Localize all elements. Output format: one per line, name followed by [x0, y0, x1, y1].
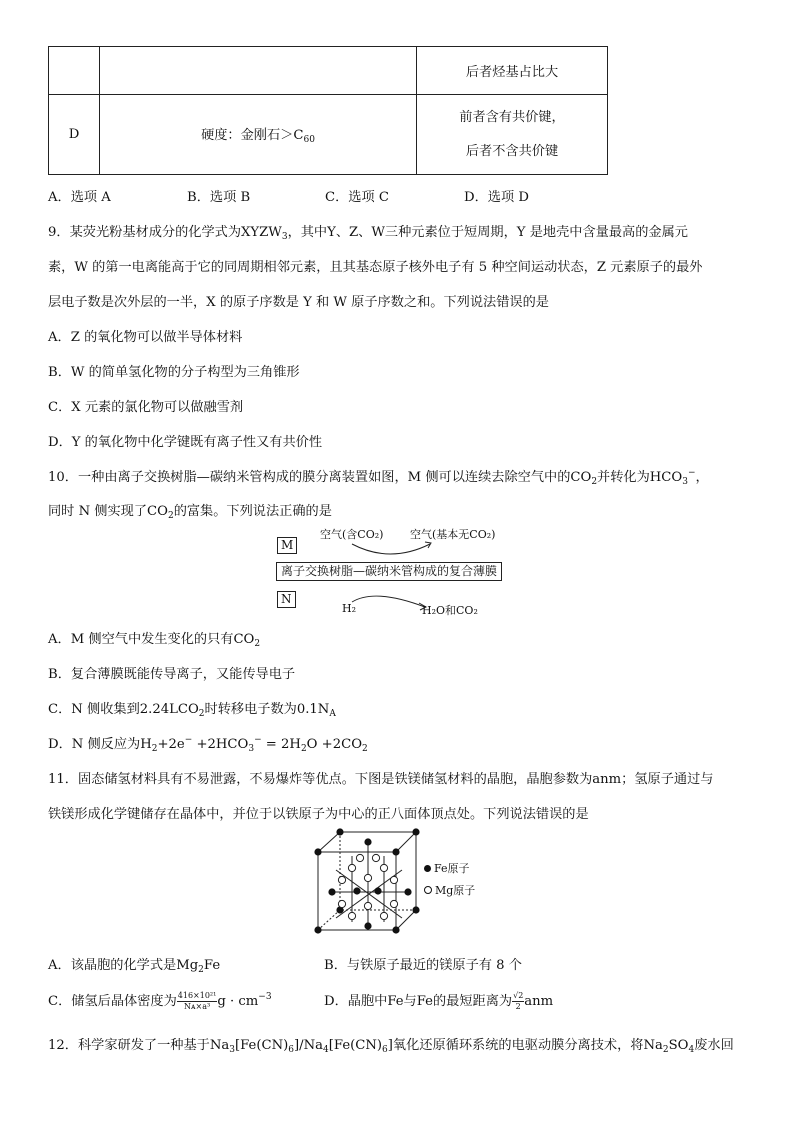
options-table [48, 46, 608, 175]
h2-label: H₂ [342, 602, 357, 615]
table-cell-option-label: D [49, 95, 100, 175]
legend-fe: Fe原子 [424, 860, 470, 876]
density-fraction: $\frac{\text{416×10²¹}}{\text{Nᴀ×a³}}$ [177, 991, 217, 1011]
products-label: H₂O和CO₂ [422, 604, 478, 617]
option-c: C．选项 C [325, 190, 389, 205]
legend-mg: Mg原子 [424, 882, 475, 898]
q11-option-c: C．储氢后晶体密度为 $\frac{\text{416×10²¹}}{\text{Nᴀ×a³}}$ $g \cdot cm^{-3}$ [48, 991, 272, 1011]
m-side-label: M [277, 537, 297, 554]
q9-option-b: B．W 的简单氢化物的分子构型为三角锥形 [48, 365, 300, 380]
table-cell [49, 47, 100, 95]
q11-option-b: B．与铁原子最近的镁原子有 8 个 [324, 958, 522, 973]
q9-stem-line1: 9．某荧光粉基材成分的化学式为$XYZW_3$，其中Y、Z、W三种元素位于短周期，Y 是地壳中含量最高的金属元 [48, 225, 688, 242]
n-side-label: N [277, 591, 296, 608]
q10-option-a: A．M 侧空气中发生变化的只有$CO_2$ [48, 632, 261, 649]
q11-option-d: D．晶胞中Fe与Fe的最短距离为 $\frac{√2}{2}$ anm [324, 991, 554, 1011]
q10-option-d: D．N 侧反应为$H_2+2e^- +2HCO_3^- = 2H_2O +2CO_2$ [48, 735, 368, 754]
option-a: A．选项 A [48, 190, 111, 205]
table-cell: 后者烃基占比大 [417, 47, 608, 95]
mg-atom-icon [424, 886, 432, 894]
q9-option-d: D．Y 的氧化物中化学键既有离子性又有共价性 [48, 435, 323, 450]
fe-atom-icon [424, 865, 431, 872]
q10-option-b: B．复合薄膜既能传导离子，又能传导电子 [48, 667, 296, 682]
air-in-label: 空气(含CO₂) [320, 528, 384, 541]
option-b: B．选项 B [187, 190, 251, 205]
membrane-diagram [270, 522, 540, 622]
q11-option-a: A．该晶胞的化学式是$Mg_2Fe$ [48, 958, 221, 975]
option-d: D．选项 D [464, 190, 529, 205]
membrane-label: 离子交换树脂—碳纳米管构成的复合薄膜 [276, 562, 502, 581]
q9-stem-line3: 层电子数是次外层的一半，X 的原子序数是 Y 和 W 原子序数之和。下列说法错误的是 [48, 295, 549, 310]
q11-stem-line2: 铁镁形成化学键储存在晶体中，并位于以铁原子为中心的正八面体顶点处。下列说法错误的是 [48, 807, 589, 822]
table-cell: 硬度：金刚石$>C_{60}$ [100, 95, 417, 175]
q10-option-c: C．N 侧收集到$2.24LCO_2$时转移电子数为$0.1N_A$ [48, 702, 336, 719]
q11-stem-line1: 11．固态储氢材料具有不易泄露，不易爆炸等优点。下图是铁镁储氢材料的晶胞，晶胞参数为anm；氢原子通过与 [48, 772, 714, 787]
table-cell [100, 47, 417, 95]
q10-stem-line2: 同时 N 侧实现了$CO_2$的富集。下列说法正确的是 [48, 504, 332, 521]
q9-stem-line2: 素，W 的第一电离能高于它的同周期相邻元素，且其基态原子核外电子有 5 种空间运动状态，Z 元素原子的最外 [48, 260, 703, 275]
q9-option-c: C．X 元素的氯化物可以做融雪剂 [48, 400, 244, 415]
table-cell: 前者含有共价键， 后者不含共价键 [417, 95, 608, 175]
q9-option-a: A．Z 的氧化物可以做半导体材料 [48, 330, 243, 345]
air-out-label: 空气(基本无CO₂) [410, 528, 496, 541]
q10-stem-line1: 10．一种由离子交换树脂—碳纳米管构成的膜分离装置如图，M 侧可以连续去除空气中的$CO_2$并转化为$HCO_3^-$， [48, 468, 709, 487]
q12-stem-line1: 12．科学家研发了一种基于$Na_3[Fe(CN)_6]/Na_4[Fe(CN)_6]$氧化还原循环系统的电驱动膜分离技术，将$Na_2SO_4$废水回 [48, 1038, 734, 1055]
crystal-cell-diagram [312, 828, 422, 938]
distance-fraction: $\frac{√2}{2}$ [513, 991, 524, 1011]
